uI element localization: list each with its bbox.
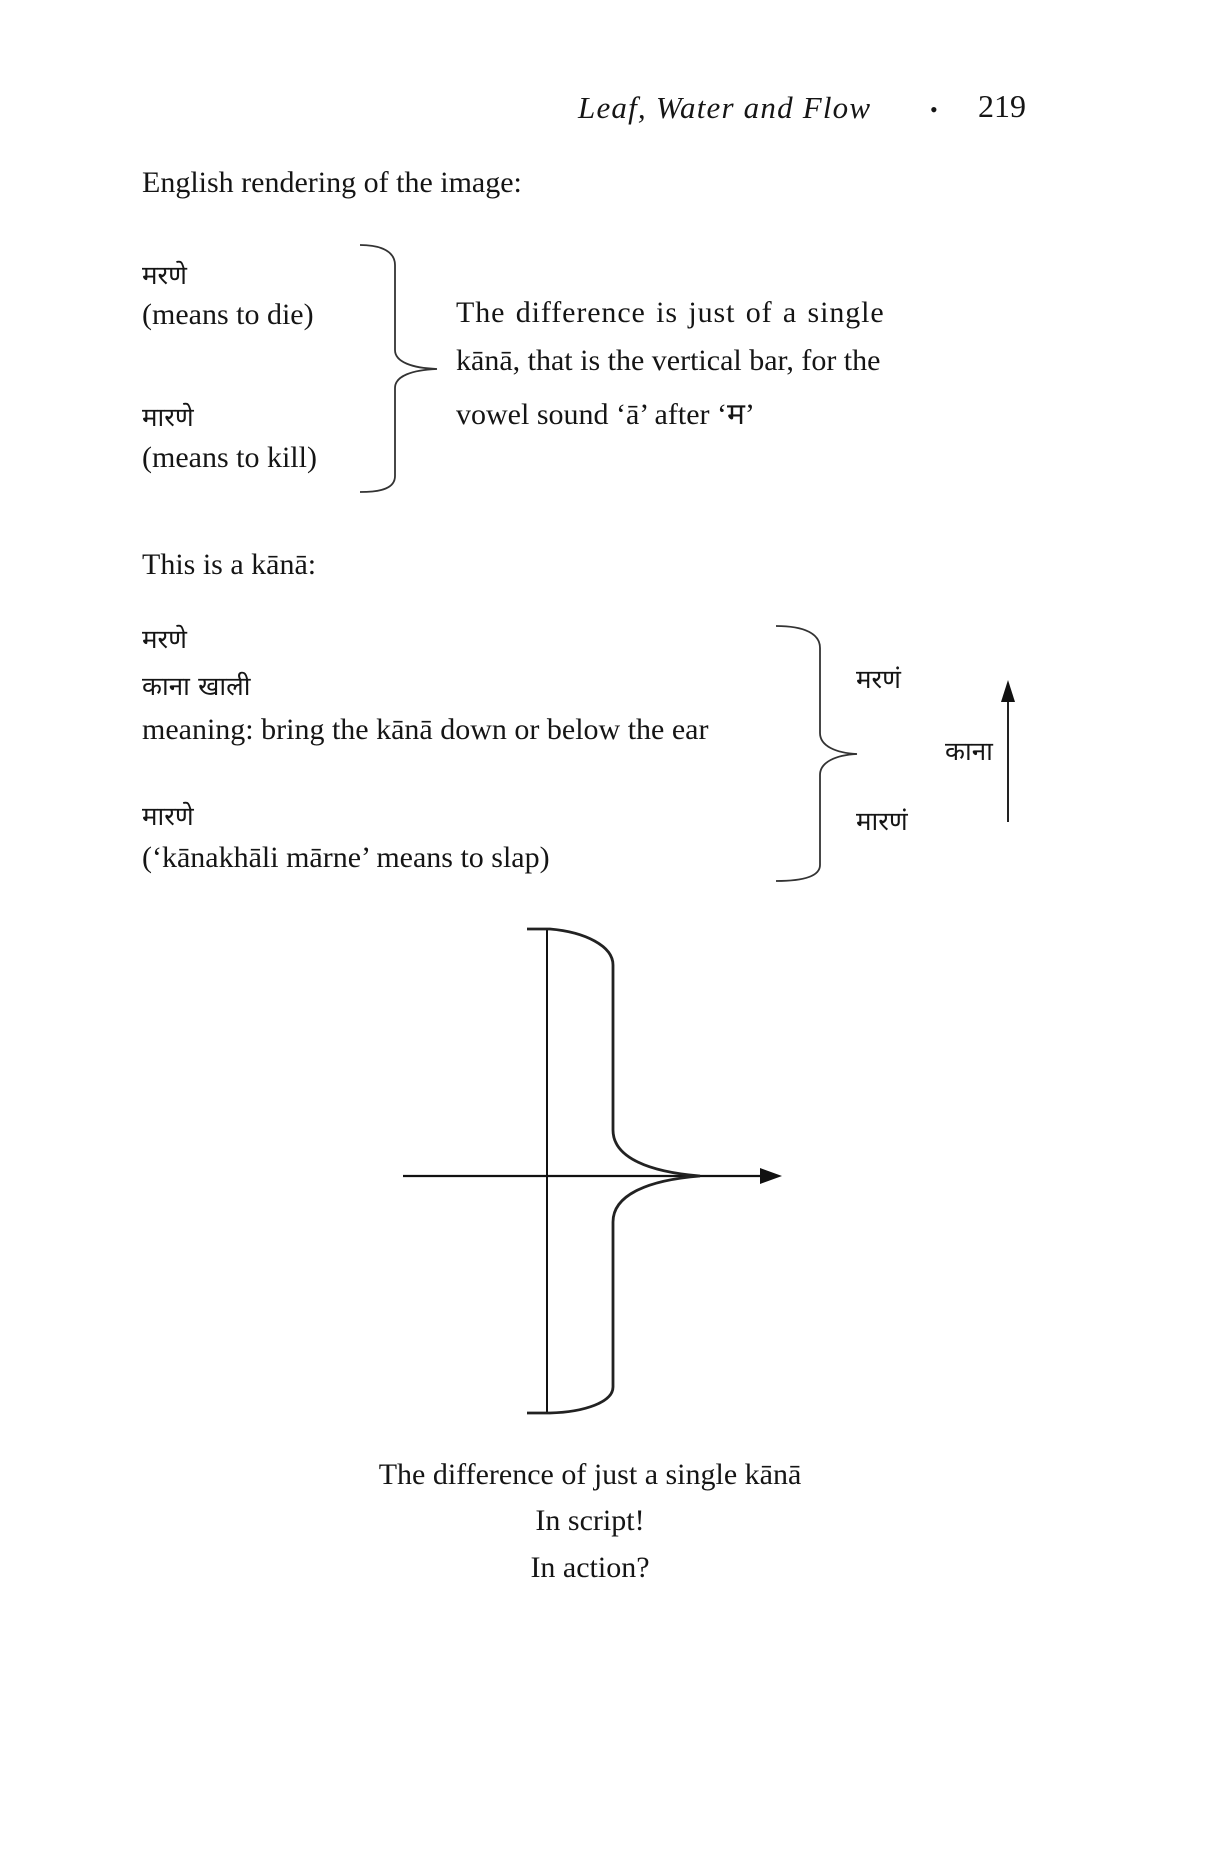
section1-word-marane-kill: मारणे bbox=[142, 403, 194, 433]
section1-gloss-die: (means to die) bbox=[142, 298, 314, 331]
caption-line-2: In script! bbox=[535, 1504, 645, 1537]
section2-phrase-kana-khali: काना खाली bbox=[142, 672, 251, 702]
running-header-separator: • bbox=[930, 97, 938, 122]
section2-word-marane: मरणे bbox=[142, 625, 187, 655]
kana-diagram bbox=[403, 929, 782, 1413]
brace-icon bbox=[776, 626, 857, 881]
page-number: 219 bbox=[978, 88, 1026, 124]
up-arrow-icon bbox=[1001, 680, 1015, 822]
right-arrow-icon bbox=[760, 1168, 782, 1184]
section2-gloss-slap: (‘kānakhāli mārne’ means to slap) bbox=[142, 841, 550, 874]
section1-explanation-line-2: kānā, that is the vertical bar, for the bbox=[456, 344, 881, 377]
section1-intro: English rendering of the image: bbox=[142, 166, 522, 199]
section1-explanation-line-1: The difference is just of a single bbox=[456, 296, 885, 329]
section2-right-maaranam: मारणं bbox=[856, 807, 908, 837]
section1-gloss-kill: (means to kill) bbox=[142, 441, 317, 474]
caption-line-1: The difference of just a single kānā bbox=[378, 1458, 802, 1491]
section1-word-marane: मरणे bbox=[142, 261, 187, 291]
caption-line-3: In action? bbox=[530, 1551, 650, 1584]
brace-outline bbox=[527, 929, 700, 1413]
section1-explanation-line-3: vowel sound ‘ā’ after ‘म’ bbox=[456, 398, 755, 431]
section2-right-maranam: मरणं bbox=[856, 665, 901, 695]
section2-meaning: meaning: bring the kānā down or below the ear bbox=[142, 713, 709, 746]
kana-arrow-label: काना bbox=[945, 737, 993, 767]
section2-intro: This is a kānā: bbox=[142, 548, 317, 581]
section2-word-marane-slap: मारणे bbox=[142, 802, 194, 832]
running-header-title: Leaf, Water and Flow bbox=[578, 90, 872, 125]
brace-icon bbox=[360, 245, 437, 492]
